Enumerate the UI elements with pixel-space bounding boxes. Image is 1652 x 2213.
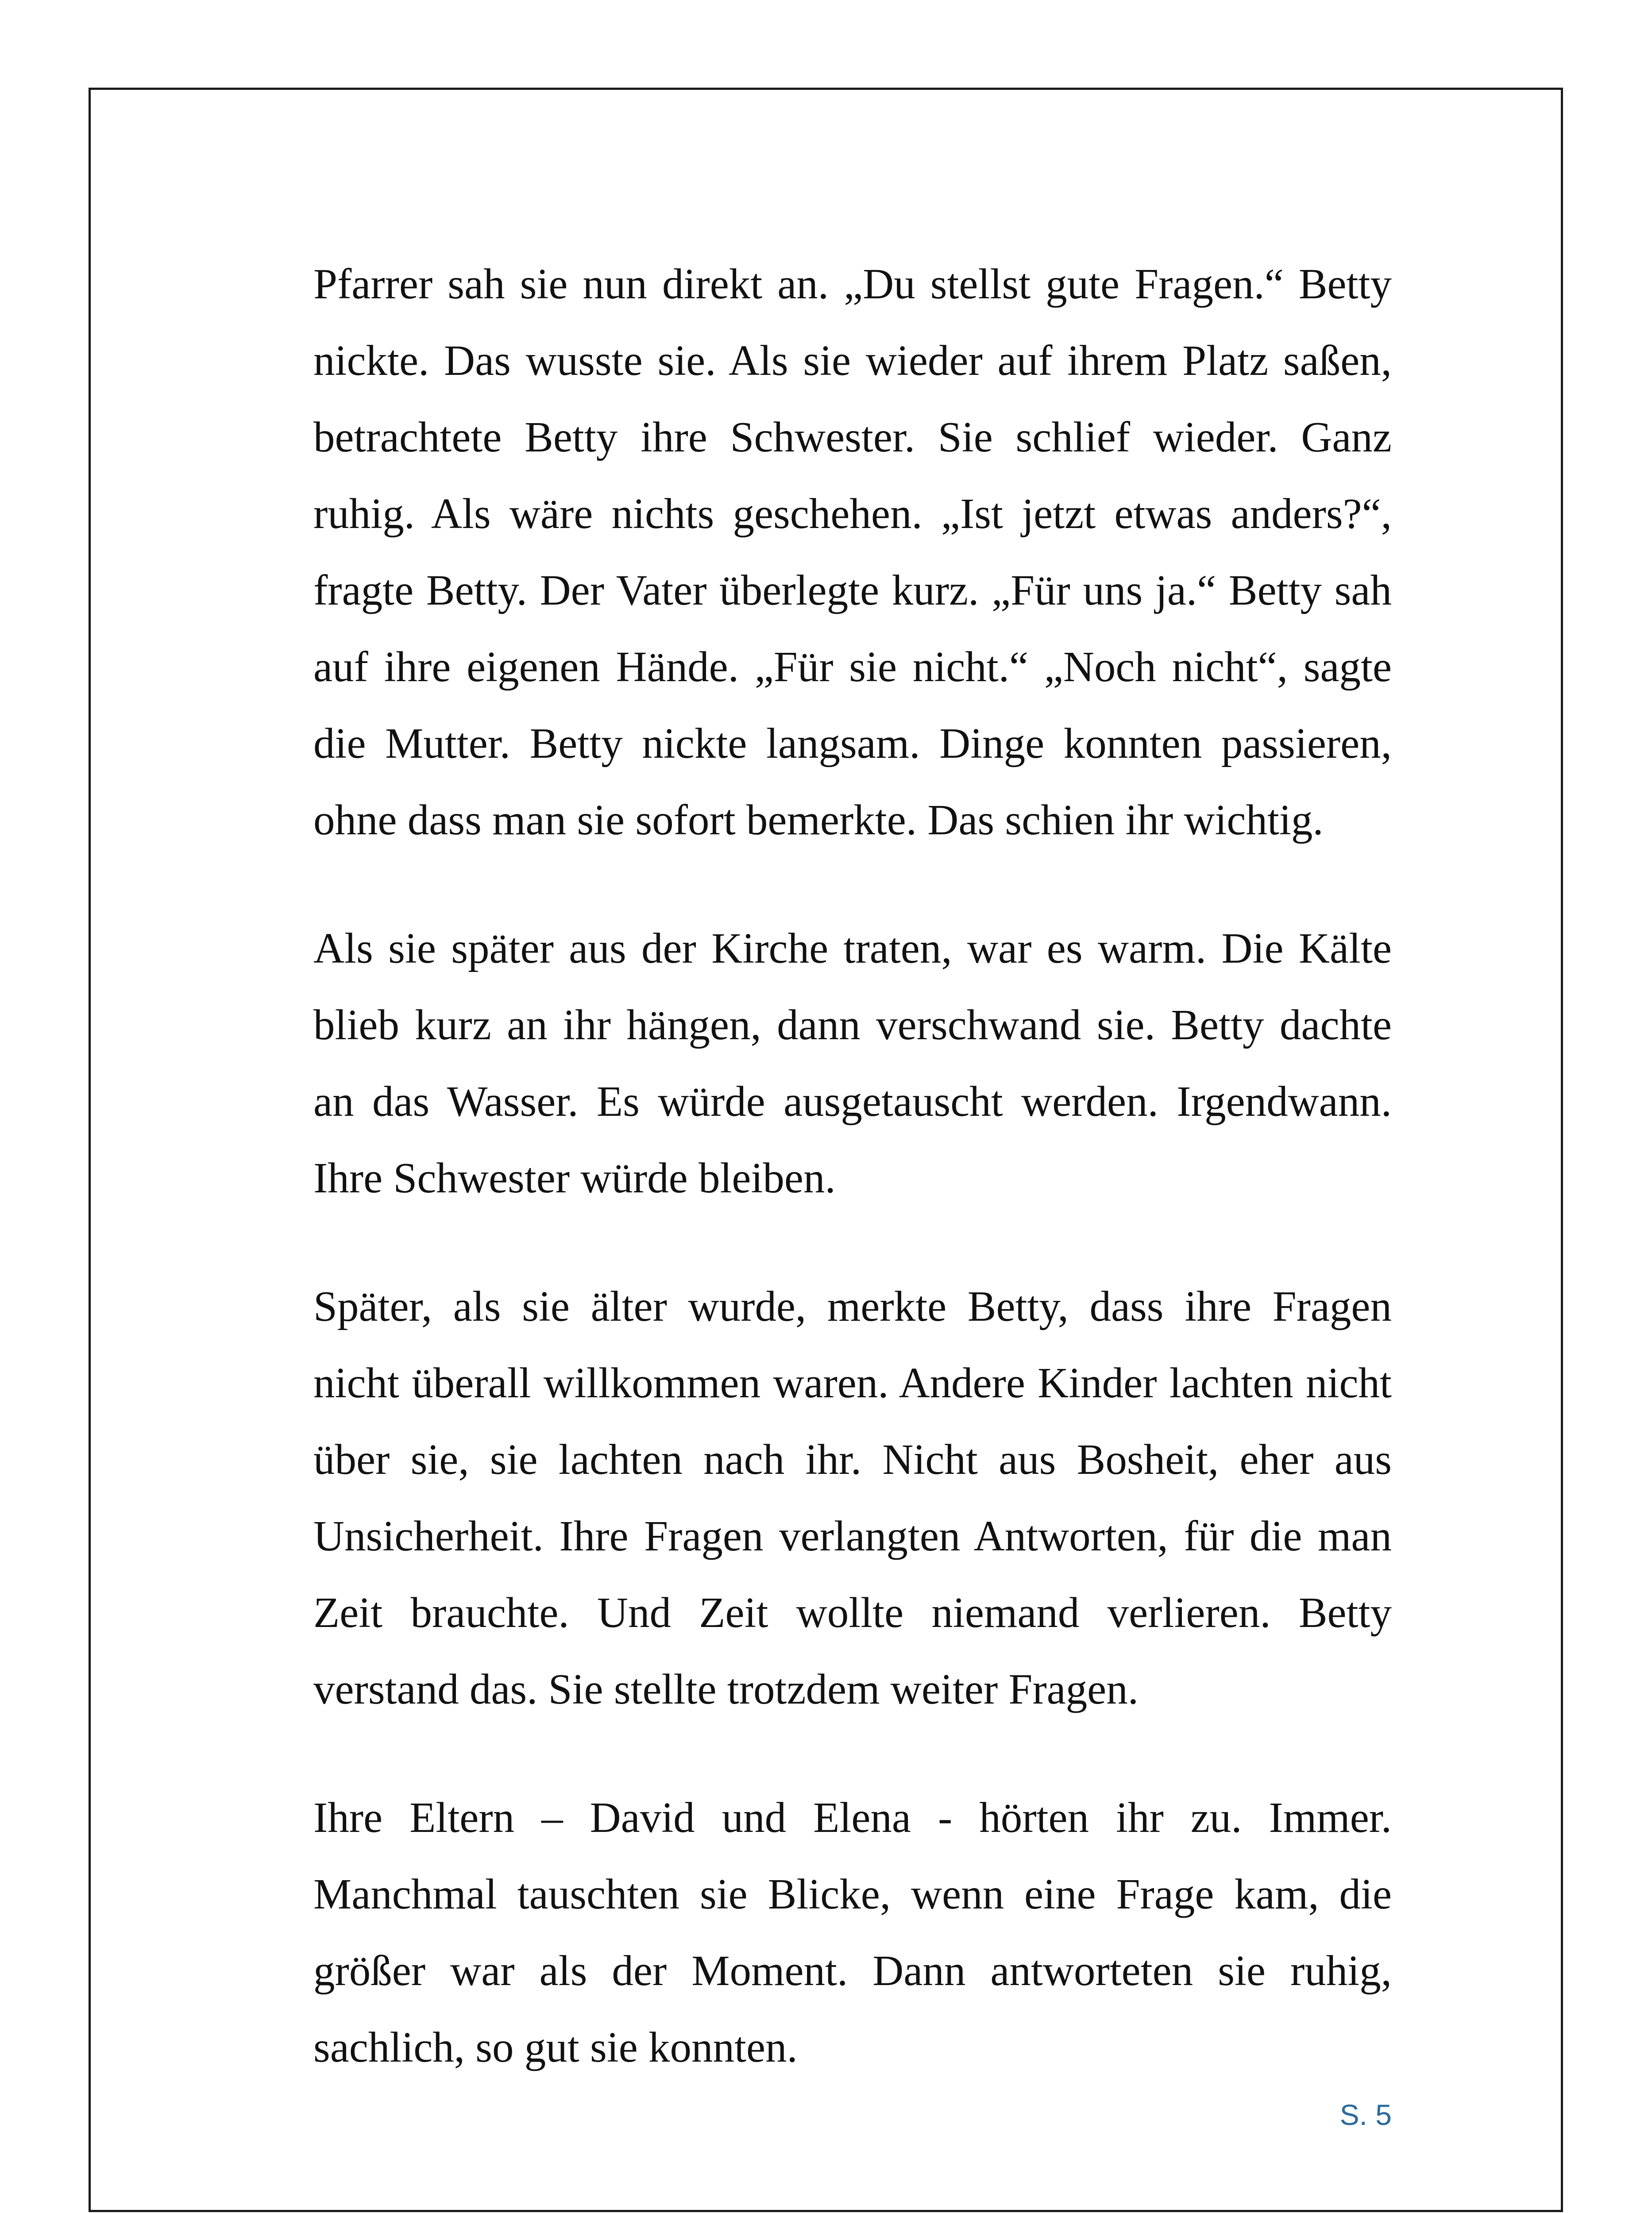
paragraph-3: Später, als sie älter wurde, merkte Betty, dass ihre Fragen nicht überall willkommen waren. Andere Kinder lachten nicht über sie, sie lachten nach ihr. Nicht aus Bosheit, eher aus Unsicherheit. Ihre Fragen verlangten Antworten, für die man Zeit brauchte. Und Zeit wollte niemand verlieren. Betty verstand das. Sie stellte trotzdem weiter Fragen. (313, 1283, 1392, 1713)
page-number: S. 5 (1339, 2098, 1392, 2131)
paragraph-4: Ihre Eltern – David und Elena - hörten ihr zu. Immer. Manchmal tauschten sie Blicke, wenn eine Frage kam, die größer war als der Moment. Dann antworteten sie ruhig, sachlich, so gut sie konnten. (313, 1794, 1392, 2071)
paragraph-2: Als sie später aus der Kirche traten, war es warm. Die Kälte blieb kurz an ihr hängen, dann verschwand sie. Betty dachte an das Wasser. Es würde ausgetauscht werden. Irgendwann. Ihre Schwester würde bleiben. (313, 925, 1392, 1202)
body-text (313, 246, 1392, 2086)
paragraph-1: Pfarrer sah sie nun direkt an. „Du stellst gute Fragen.“ Betty nickte. Das wusste sie. Als sie wieder auf ihrem Platz saßen, betrachtete Betty ihre Schwester. Sie schlief wieder. Ganz ruhig. Als wäre nichts geschehen. „Ist jetzt etwas anders?“, fragte Betty. Der Vater überlegte kurz. „Für uns ja.“ Betty sah auf ihre eigenen Hände. „Für sie nicht.“ „Noch nicht“, sagte die Mutter. Betty nickte langsam. Dinge konnten passieren, ohne dass man sie sofort bemerkte. Das schien ihr wichtig. (313, 260, 1392, 844)
